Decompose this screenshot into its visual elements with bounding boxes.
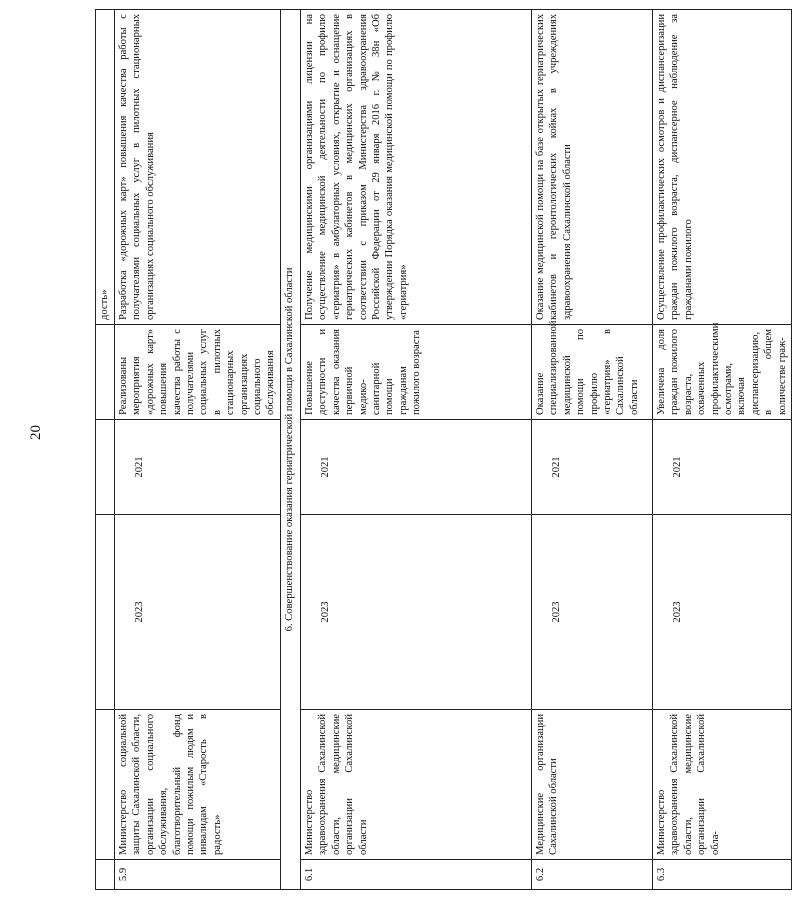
table-cell — [96, 325, 115, 420]
row-result: Реализованы мероприятия «дорожных карт» повышения качества работы с получателями социальных услуг в пилотных стационарных организациях социального обслуживания — [115, 325, 281, 420]
row-number: 6.1 — [300, 860, 531, 890]
row-responsible: Министерство социальной защиты Сахалинской области, организации социального обслуживания, благотворительный фонд помощи пожилым людям и инвалидам «Старость в радость» — [115, 710, 281, 860]
table-cell — [96, 710, 115, 860]
action-plan-table — [95, 9, 792, 890]
row-end-year: 2023 — [652, 515, 791, 710]
page-number: 20 — [28, 425, 44, 440]
row-responsible: Министерство здравоохранения Сахалинской области, медицинские организации Сахалинской области — [300, 710, 531, 860]
row-action: Оказание медицинской помощи на базе открытых гериатрических кабинетов и геронтологических койках в учреждениях здравоохранения Сахалинской области — [531, 10, 652, 325]
row-action: Разработка «дорожных карт» повышения качества работы с получателями социальных услуг в пилотных стационарных организациях социального обслуживания — [115, 10, 281, 325]
row-number: 5.9 — [115, 860, 281, 890]
rotated-table-wrapper — [95, 10, 788, 890]
row-start-year: 2021 — [115, 420, 281, 515]
row-number: 6.2 — [531, 860, 652, 890]
table-row — [115, 10, 281, 890]
row-end-year: 2023 — [300, 515, 531, 710]
row-result: Увеличена доля граждан пожилого возраста, охваченных профилактическими осмотрами, включая диспансеризацию, в общем количестве граж- — [652, 325, 791, 420]
row-number: 6.3 — [652, 860, 791, 890]
table-row — [531, 10, 652, 890]
row-result: Повышение доступности и качества оказания первичной медико-санитарной помощи гражданам пожилого возраста — [300, 325, 531, 420]
row-action: Осуществление профилактических осмотров и диспансеризации граждан пожилого возраста, диспансерное наблюдение за гражданами пожилого — [652, 10, 791, 325]
table-cell — [96, 420, 115, 515]
table-row — [652, 10, 791, 890]
row-start-year: 2021 — [300, 420, 531, 515]
row-responsible: Медицинские организации Сахалинской области — [531, 710, 652, 860]
row-start-year: 2021 — [652, 420, 791, 515]
table-row — [300, 10, 531, 890]
table-cell — [96, 860, 115, 890]
table-row-continuation — [96, 10, 115, 890]
row-responsible: Министерство здравоохранения Сахалинской области, медицинские организации Сахалинской обла- — [652, 710, 791, 860]
table-cell — [96, 515, 115, 710]
row-action: Получение медицинскими организациями лицензии на осуществление медицинской деятельности по профилю «гериатрия» в амбулаторных условиях, открытие и оснащение гериатрических кабинетов в медицинских организациях в соответствии с приказом Министерства здравоохранения Российской Федерации от 29 января 2016 г. № 38н «Об утверждении Порядка оказания медицинской помощи по профилю «гериатрия» — [300, 10, 531, 325]
continuation-cell: дость» — [96, 10, 115, 325]
row-result: Оказание специализированной медицинской помощи по профилю «гериатрия» в Сахалинской области — [531, 325, 652, 420]
section-header-row — [280, 10, 300, 890]
section-title: 6. Совершенствование оказания гериатрической помощи в Сахалинской области — [280, 10, 300, 890]
row-end-year: 2023 — [531, 515, 652, 710]
row-start-year: 2021 — [531, 420, 652, 515]
row-end-year: 2023 — [115, 515, 281, 710]
